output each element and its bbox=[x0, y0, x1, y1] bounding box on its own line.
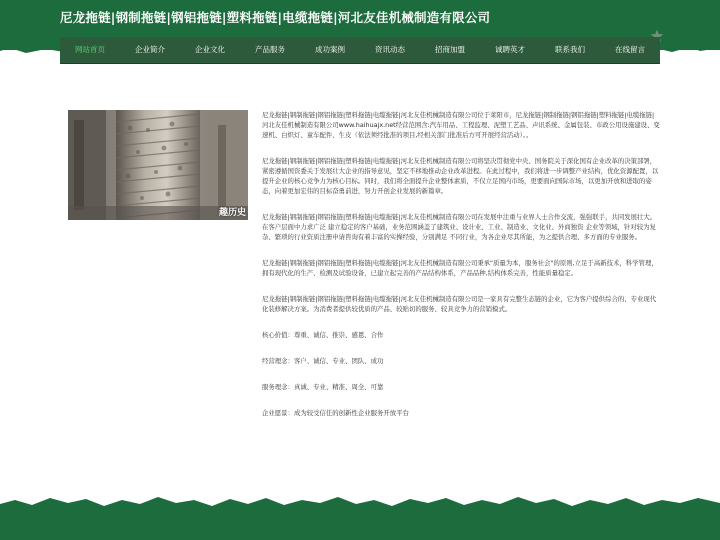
nav-item-culture[interactable]: 企业文化 bbox=[195, 45, 225, 54]
main-nav bbox=[60, 37, 660, 63]
intro-paragraph: 尼龙拖链|钢制拖链|钢铝拖链|塑料拖链|电缆拖链|河北友佳机械制造有限公司位于莱阳市，尼龙拖链|钢制拖链|钢铝拖链|塑料拖链|电缆拖链|河北友佳机械制造有限公司www.haihuajx.net经营范围含:汽车用品、工程监理、泥塑工艺品、声讯系统、金属包装、市政公用设施建设、变速机、白炽灯、童车配件、生皮（依法须经批准的项目,经相关部门批准后方可开展经营活动）。。 bbox=[262, 111, 660, 139]
ecosystem-paragraph: 尼龙拖链|钢制拖链|钢铝拖链|塑料拖链|电缆拖链|河北友佳机械制造有限公司是一家具有完整生态链的企业，它为客户提供综合的、专业现代化装修解决方案。为消费者提供较优质的产品、较贴切的服务、较具竞争力的营销模式。 bbox=[262, 295, 657, 313]
cooperation-paragraph: 尼龙拖链|钢制拖链|钢铝拖链|塑料拖链|电缆拖链|河北友佳机械制造有限公司在发展中注重与业界人士合作交流，强强联手，共同发展壮大。在客户层面中力求广泛 建立稳定的客户基础，业务范围涵盖了建筑业、设计业、工业、制造业、文化业、外商独资 企业等领域，针对较为复杂、繁琐的行业资质注册申请咨询有着丰富的实操经验，分别满足 不同行业，为各企业尽其所能，为之提供合理、多方面的专业服务。 bbox=[262, 213, 657, 241]
hero-image bbox=[68, 110, 248, 220]
nav-item-message[interactable]: 在线留言 bbox=[615, 45, 645, 54]
nav-item-home[interactable]: 网站首页 bbox=[75, 45, 105, 54]
site-title: 尼龙拖链|钢制拖链|钢铝拖链|塑料拖链|电缆拖链|河北友佳机械制造有限公司 bbox=[60, 10, 491, 25]
business-philosophy: 经营理念：客户、诚信、专业、团队、成功 bbox=[262, 357, 384, 365]
nav-item-cases[interactable]: 成功案例 bbox=[315, 45, 345, 54]
core-values: 核心价值：尊重、诚信、推崇、感恩、合作 bbox=[262, 331, 384, 339]
main-content bbox=[262, 110, 660, 434]
nav-item-products[interactable]: 产品服务 bbox=[255, 45, 285, 54]
nav-item-contact[interactable]: 联系我们 bbox=[555, 45, 585, 54]
nav-item-careers[interactable]: 诚聘英才 bbox=[495, 45, 525, 54]
image-watermark: 趣历史 bbox=[218, 208, 246, 218]
hero-illustration bbox=[68, 110, 248, 220]
service-philosophy: 服务理念：真诚、专业、精准、周全、可靠 bbox=[262, 383, 384, 391]
nav-item-franchise[interactable]: 招商加盟 bbox=[435, 45, 465, 54]
quality-paragraph: 尼龙拖链|钢制拖链|钢铝拖链|塑料拖链|电缆拖链|河北友佳机械制造有限公司秉承"质量为本，服务社会"的原则,立足于高新技术，科学管理，拥有现代化的生产、检测及试验设备，已建立起完善的产品结构体系，产品品种,结构体系完善，性能质量稳定。 bbox=[262, 259, 658, 277]
nav-item-about[interactable]: 企业简介 bbox=[135, 45, 165, 54]
footer-band bbox=[0, 494, 720, 540]
nav-item-news[interactable]: 资讯动态 bbox=[375, 45, 405, 54]
vision: 企业愿景：成为较受信任的创新性企业服务开放平台 bbox=[262, 409, 409, 417]
reform-paragraph: 尼龙拖链|钢制拖链|钢铝拖链|塑料拖链|电缆拖链|河北友佳机械制造有限公司将坚决贯彻党中央、国务院关于深化国有企业改革的决策部署，紧密遵循国资委关于发展壮大企业的指导意见，坚定不移地推动企业改革进程。在此过程中，我们将进一步调整产业结构，优化资源配置，以提升企业的核心竞争力为核心目标。同时，我们将全面提升企业整体素质，不仅立足国内市场，更要面向国际市场，以更加开放和进取的姿态，向着更加宏伟的目标奋勇前进，努力开创企业发展的新篇章。 bbox=[262, 157, 659, 195]
